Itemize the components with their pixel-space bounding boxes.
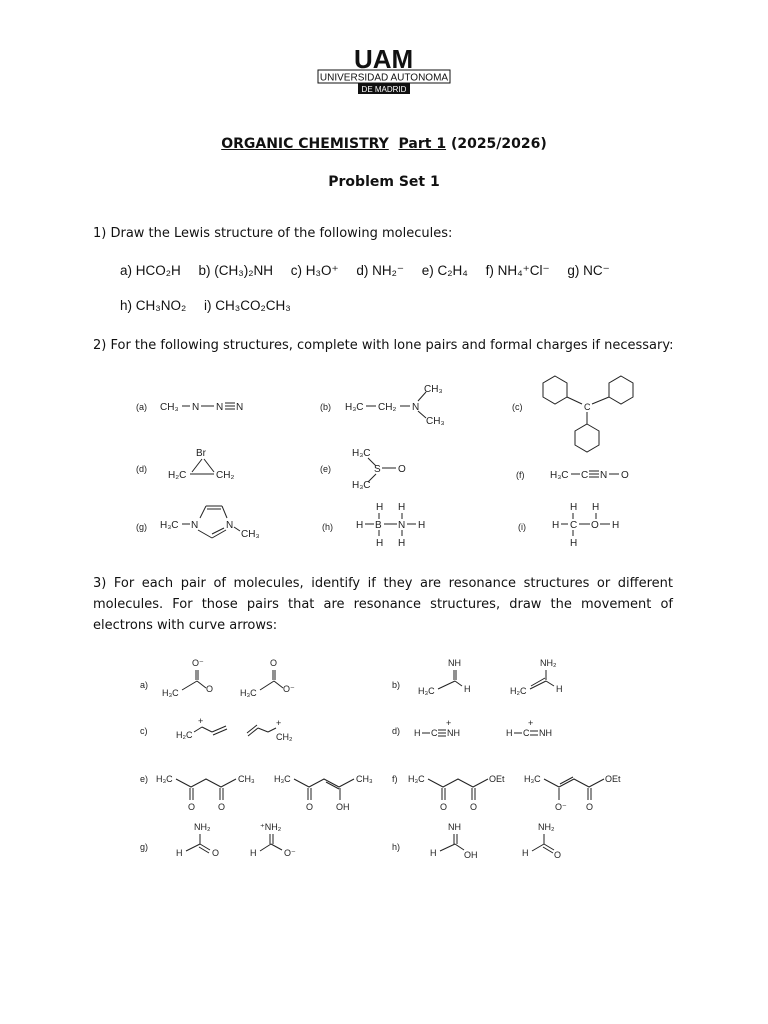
svg-text:O: O xyxy=(212,848,220,858)
svg-text:+: + xyxy=(198,716,204,726)
svg-text:CH₂: CH₂ xyxy=(276,732,293,742)
title-part: Part 1 xyxy=(398,136,447,152)
svg-text:+: + xyxy=(528,718,534,728)
svg-text:NH: NH xyxy=(447,728,460,738)
label-3a: a) xyxy=(140,680,149,690)
svg-text:N: N xyxy=(398,520,406,531)
svg-text:NH₂: NH₂ xyxy=(538,822,555,832)
svg-text:N: N xyxy=(226,520,234,531)
svg-text:H: H xyxy=(556,684,563,694)
svg-text:H: H xyxy=(398,502,406,513)
svg-text:CH₂: CH₂ xyxy=(378,402,397,413)
structure-2i xyxy=(552,502,619,549)
svg-text:H₃C: H₃C xyxy=(274,774,291,784)
formula-e: e) C₂H₄ xyxy=(421,263,468,278)
label-3f: f) xyxy=(392,774,398,784)
svg-text:H₃C: H₃C xyxy=(352,480,371,491)
label-3e: e) xyxy=(140,774,149,784)
svg-text:H: H xyxy=(376,538,384,549)
svg-text:CH₃: CH₃ xyxy=(160,402,179,413)
svg-text:H: H xyxy=(612,520,620,531)
label-3g: g) xyxy=(140,842,149,852)
svg-text:H: H xyxy=(418,520,426,531)
svg-text:OEt: OEt xyxy=(605,774,621,784)
label-2c: (c) xyxy=(512,402,523,412)
page-subtitle: Problem Set 1 xyxy=(328,174,440,190)
formula-g: g) NC⁻ xyxy=(567,263,610,278)
svg-text:H: H xyxy=(356,520,364,531)
svg-text:O: O xyxy=(188,802,196,812)
page-title xyxy=(0,136,768,152)
svg-text:C: C xyxy=(431,728,438,738)
svg-text:C: C xyxy=(570,520,578,531)
label-2b: (b) xyxy=(320,402,331,412)
structure-2f xyxy=(550,470,629,481)
svg-text:C: C xyxy=(523,728,530,738)
structure-2e xyxy=(352,448,406,491)
svg-text:H₃C: H₃C xyxy=(352,448,371,459)
svg-text:O: O xyxy=(398,464,406,475)
svg-text:H: H xyxy=(570,538,578,549)
formula-h: h) CH₃NO₂ xyxy=(120,298,187,313)
svg-text:O⁻: O⁻ xyxy=(555,802,567,812)
svg-text:O: O xyxy=(621,470,629,481)
structure-3h xyxy=(430,822,561,860)
label-2g: (g) xyxy=(136,522,147,532)
svg-text:CH₃: CH₃ xyxy=(241,529,260,540)
svg-text:Br: Br xyxy=(196,448,206,459)
question-3-text: 3) For each pair of molecules, identify if they are resonance structures or different molecules. For those pairs that are resonance structures, draw the movement of electrons with curve arrows: xyxy=(93,576,673,633)
svg-text:H: H xyxy=(376,502,384,513)
question-3-structures xyxy=(136,652,636,864)
svg-text:O: O xyxy=(206,684,214,694)
svg-text:H: H xyxy=(176,848,183,858)
svg-text:H₃C: H₃C xyxy=(418,686,435,696)
svg-text:B: B xyxy=(375,520,382,531)
label-2i: (i) xyxy=(518,522,526,532)
question-1-row-1 xyxy=(120,263,624,279)
uam-logo-icon xyxy=(316,42,452,94)
svg-text:H: H xyxy=(506,728,513,738)
svg-text:H: H xyxy=(570,502,578,513)
label-3d: d) xyxy=(392,726,401,736)
formula-d: d) NH₂⁻ xyxy=(356,263,405,278)
svg-text:NH: NH xyxy=(539,728,552,738)
svg-text:⁺NH₂: ⁺NH₂ xyxy=(260,822,282,832)
svg-text:N: N xyxy=(191,520,199,531)
svg-text:O⁻: O⁻ xyxy=(283,684,295,694)
svg-text:O: O xyxy=(554,850,562,860)
svg-text:O: O xyxy=(440,802,448,812)
svg-text:O: O xyxy=(218,802,226,812)
question-2-structures xyxy=(130,372,650,554)
svg-text:C: C xyxy=(584,402,591,412)
question-1-text: 1) Draw the Lewis structure of the following molecules: xyxy=(93,226,453,241)
svg-text:H₃C: H₃C xyxy=(240,688,257,698)
svg-text:H: H xyxy=(398,538,406,549)
logo-mark: UAM xyxy=(354,44,414,74)
svg-text:O: O xyxy=(586,802,594,812)
label-3c: c) xyxy=(140,726,148,736)
svg-text:OH: OH xyxy=(464,850,478,860)
svg-text:O: O xyxy=(306,802,314,812)
svg-text:H₃C: H₃C xyxy=(550,470,569,481)
title-main: ORGANIC CHEMISTRY xyxy=(221,136,389,152)
svg-text:NH₂: NH₂ xyxy=(194,822,211,832)
svg-text:H: H xyxy=(552,520,560,531)
svg-text:H₂C: H₂C xyxy=(176,730,193,740)
structure-2h xyxy=(356,502,425,549)
svg-text:H: H xyxy=(414,728,421,738)
svg-text:NH: NH xyxy=(448,658,461,668)
structure-2g-imidazolium xyxy=(160,506,260,540)
structure-2b xyxy=(345,384,445,427)
formula-a: a) HCO₂H xyxy=(120,263,181,278)
svg-text:O⁻: O⁻ xyxy=(284,848,296,858)
logo-line2: DE MADRID xyxy=(361,85,407,94)
svg-text:CH₃: CH₃ xyxy=(426,416,445,427)
svg-text:O: O xyxy=(591,520,599,531)
svg-text:O: O xyxy=(470,802,478,812)
structure-3g xyxy=(176,822,296,858)
svg-text:NH₂: NH₂ xyxy=(540,658,557,668)
svg-text:H: H xyxy=(250,848,257,858)
structure-3e xyxy=(156,774,373,812)
svg-text:OH: OH xyxy=(336,802,350,812)
svg-text:H₂C: H₂C xyxy=(510,686,527,696)
structure-3b xyxy=(418,658,563,696)
structure-2a xyxy=(160,402,243,413)
svg-text:H₃C: H₃C xyxy=(345,402,364,413)
svg-text:C: C xyxy=(581,470,589,481)
svg-text:O: O xyxy=(270,658,278,668)
formula-b: b) (CH₃)₂NH xyxy=(198,263,273,278)
question-2-text: 2) For the following structures, complete with lone pairs and formal charges if necessary: xyxy=(93,338,674,353)
svg-text:N: N xyxy=(236,402,244,413)
svg-text:N: N xyxy=(600,470,608,481)
svg-text:S: S xyxy=(374,464,381,475)
question-1-row-2 xyxy=(120,298,305,313)
logo-line1: UNIVERSIDAD AUTONOMA xyxy=(319,72,449,84)
structure-2d xyxy=(168,448,234,481)
svg-text:H₂C: H₂C xyxy=(168,470,187,481)
svg-text:H₃C: H₃C xyxy=(408,774,425,784)
formula-i: i) CH₃CO₂CH₃ xyxy=(204,298,291,313)
svg-text:O⁻: O⁻ xyxy=(192,658,204,668)
svg-text:H₃C: H₃C xyxy=(524,774,541,784)
formula-f: f) NH₄⁺Cl⁻ xyxy=(485,263,550,278)
svg-text:+: + xyxy=(276,718,282,728)
svg-text:H₃C: H₃C xyxy=(160,520,179,531)
university-logo xyxy=(316,42,452,94)
svg-text:+: + xyxy=(446,718,452,728)
structure-3a xyxy=(162,658,295,698)
label-3h: h) xyxy=(392,842,401,852)
svg-text:H: H xyxy=(464,684,471,694)
label-2f: (f) xyxy=(516,470,525,480)
svg-text:N: N xyxy=(216,402,224,413)
svg-text:N: N xyxy=(192,402,200,413)
label-3b: b) xyxy=(392,680,401,690)
svg-text:H: H xyxy=(592,502,600,513)
svg-text:H: H xyxy=(430,848,437,858)
label-2h: (h) xyxy=(322,522,333,532)
title-year: (2025/2026) xyxy=(450,136,547,152)
svg-text:H₃C: H₃C xyxy=(156,774,173,784)
svg-text:NH: NH xyxy=(448,822,461,832)
label-2e: (e) xyxy=(320,464,331,474)
svg-text:CH₃: CH₃ xyxy=(238,774,255,784)
svg-text:OEt: OEt xyxy=(489,774,505,784)
structure-3f xyxy=(408,774,621,812)
svg-text:CH₂: CH₂ xyxy=(216,470,235,481)
structure-3d xyxy=(414,718,552,738)
svg-text:H₃C: H₃C xyxy=(162,688,179,698)
label-2d: (d) xyxy=(136,464,147,474)
label-2a: (a) xyxy=(136,402,147,412)
svg-text:CH₃: CH₃ xyxy=(356,774,373,784)
structure-3c xyxy=(176,716,293,742)
formula-c: c) H₃O⁺ xyxy=(290,263,339,278)
svg-text:N: N xyxy=(412,402,420,413)
svg-text:H: H xyxy=(522,848,529,858)
structure-2c-triphenylmethane xyxy=(543,376,633,452)
svg-text:CH₃: CH₃ xyxy=(424,384,443,395)
